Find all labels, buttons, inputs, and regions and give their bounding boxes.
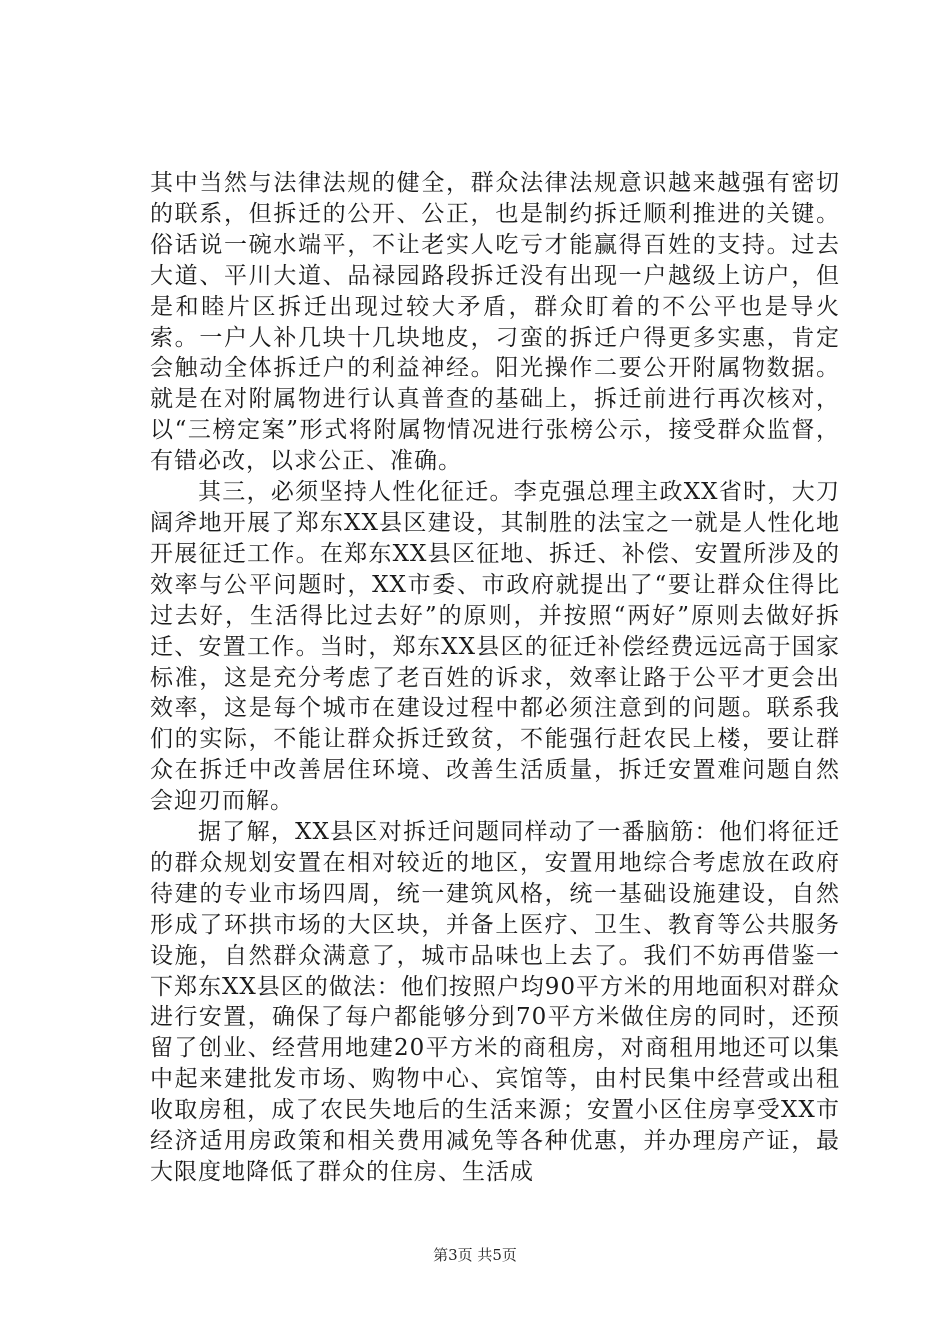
document-body [150, 168, 840, 1188]
page-number-footer: 第3页 共5页 [433, 1246, 517, 1264]
paragraph-3: 据了解，XX县区对拆迁问题同样动了一番脑筋：他们将征迁的群众规划安置在相对较近的地区，安置用地综合考虑放在政府待建的专业市场四周，统一建筑风格，统一基础设施建设，自然形成了环拱市场的大区块，并备上医疗、卫生、教育等公共服务设施，自然群众满意了，城市品味也上去了。我们不妨再借鉴一下郑东XX县区的做法：他们按照户均90平方米的用地面积对群众进行安置，确保了每户都能够分到70平方米做住房的同时，还预留了创业、经营用地建20平方米的商租房，对商租用地还可以集中起来建批发市场、购物中心、宾馆等，由村民集中经营或出租收取房租，成了农民失地后的生活来源；安置小区住房享受XX市经济适用房政策和相关费用减免等各种优惠，并办理房产证，最大限度地降低了群众的住房、生活成 [150, 819, 841, 1185]
paragraph-1: 其中当然与法律法规的健全，群众法律法规意识越来越强有密切的联系，但拆迁的公开、公正，也是制约拆迁顺利推进的关键。俗话说一碗水端平，不让老实人吃亏才能赢得百姓的支持。过去大道、平川大道、品禄园路段拆迁没有出现一户越级上访户，但是和睦片区拆迁出现过较大矛盾，群众盯着的不公平也是导火索。一户人补几块十几块地皮，刁蛮的拆迁户得更多实惠，肯定会触动全体拆迁户的利益神经。阳光操作二要公开附属物数据。就是在对附属物进行认真普查的基础上，拆迁前进行再次核对，以“三榜定案”形式将附属物情况进行张榜公示，接受群众监督，有错必改，以求公正、准确。 [150, 170, 840, 475]
paragraph-2: 其三，必须坚持人性化征迁。李克强总理主政XX省时，大刀阔斧地开展了郑东XX县区建设，其制胜的法宝之一就是人性化地开展征迁工作。在郑东XX县区征地、拆迁、补偿、安置所涉及的效率与公平问题时，XX市委、市政府就提出了“要让群众住得比过去好，生活得比过去好”的原则，并按照“两好”原则去做好拆迁、安置工作。当时，郑东XX县区的征迁补偿经费远远高于国家标准，这是充分考虑了老百姓的诉求，效率让路于公平才更会出效率，这是每个城市在建设过程中都必须注意到的问题。联系我们的实际，不能让群众拆迁致贫，不能强行赶农民上楼，要让群众在拆迁中改善居住环境、改善生活质量，拆迁安置难问题自然会迎刃而解。 [150, 479, 840, 815]
